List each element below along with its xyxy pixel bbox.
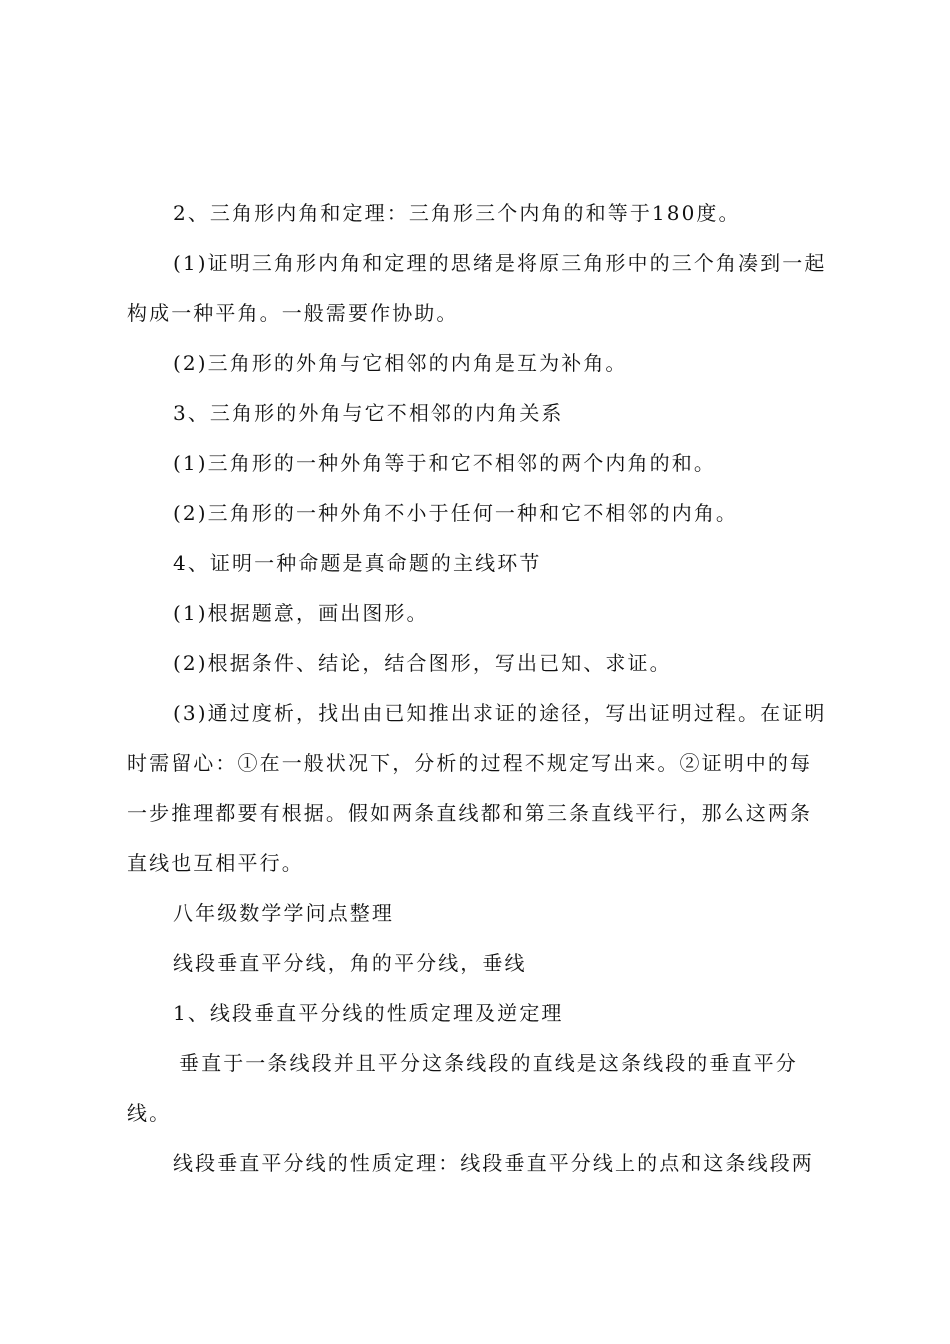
- paragraph-exterior-adjacent: (2)三角形的外角与它相邻的内角是互为补角。: [173, 351, 628, 375]
- paragraph-theorem-angle-sum: 2、三角形内角和定理：三角形三个内角的和等于180度。: [173, 201, 741, 225]
- paragraph-step-2: (2)根据条件、结论，结合图形，写出已知、求证。: [173, 651, 672, 675]
- paragraph-proof-idea: (1)证明三角形内角和定理的思绪是将原三角形中的三个角凑到一起构成一种平角。一般需要作协助。: [127, 251, 827, 325]
- paragraph-step-3: (3)通过度析，找出由已知推出求证的途径，写出证明过程。在证明时需留心：①在一般状况下，分析的过程不规定写出来。②证明中的每一步推理都要有根据。假如两条直线都和第三条直线平行，那么这两条直线也互相平行。: [127, 701, 827, 875]
- paragraph-section-3-heading: 3、三角形的外角与它不相邻的内角关系: [173, 401, 564, 425]
- paragraph-topic-heading: 线段垂直平分线，角的平分线，垂线: [173, 951, 527, 975]
- paragraph-section-1-heading: 1、线段垂直平分线的性质定理及逆定理: [173, 1001, 564, 1025]
- paragraph-bisector-property: 线段垂直平分线的性质定理：线段垂直平分线上的点和这条线段两: [173, 1151, 814, 1175]
- paragraph-bisector-definition: 垂直于一条线段并且平分这条线段的直线是这条线段的垂直平分线。: [127, 1051, 798, 1125]
- document-body: [127, 188, 832, 1188]
- paragraph-exterior-sum: (1)三角形的一种外角等于和它不相邻的两个内角的和。: [173, 451, 716, 475]
- paragraph-section-4-heading: 4、证明一种命题是真命题的主线环节: [173, 551, 542, 575]
- paragraph-grade8-heading: 八年级数学学问点整理: [173, 901, 394, 925]
- paragraph-exterior-greater: (2)三角形的一种外角不小于任何一种和它不相邻的内角。: [173, 501, 739, 525]
- paragraph-step-1: (1)根据题意，画出图形。: [173, 601, 429, 625]
